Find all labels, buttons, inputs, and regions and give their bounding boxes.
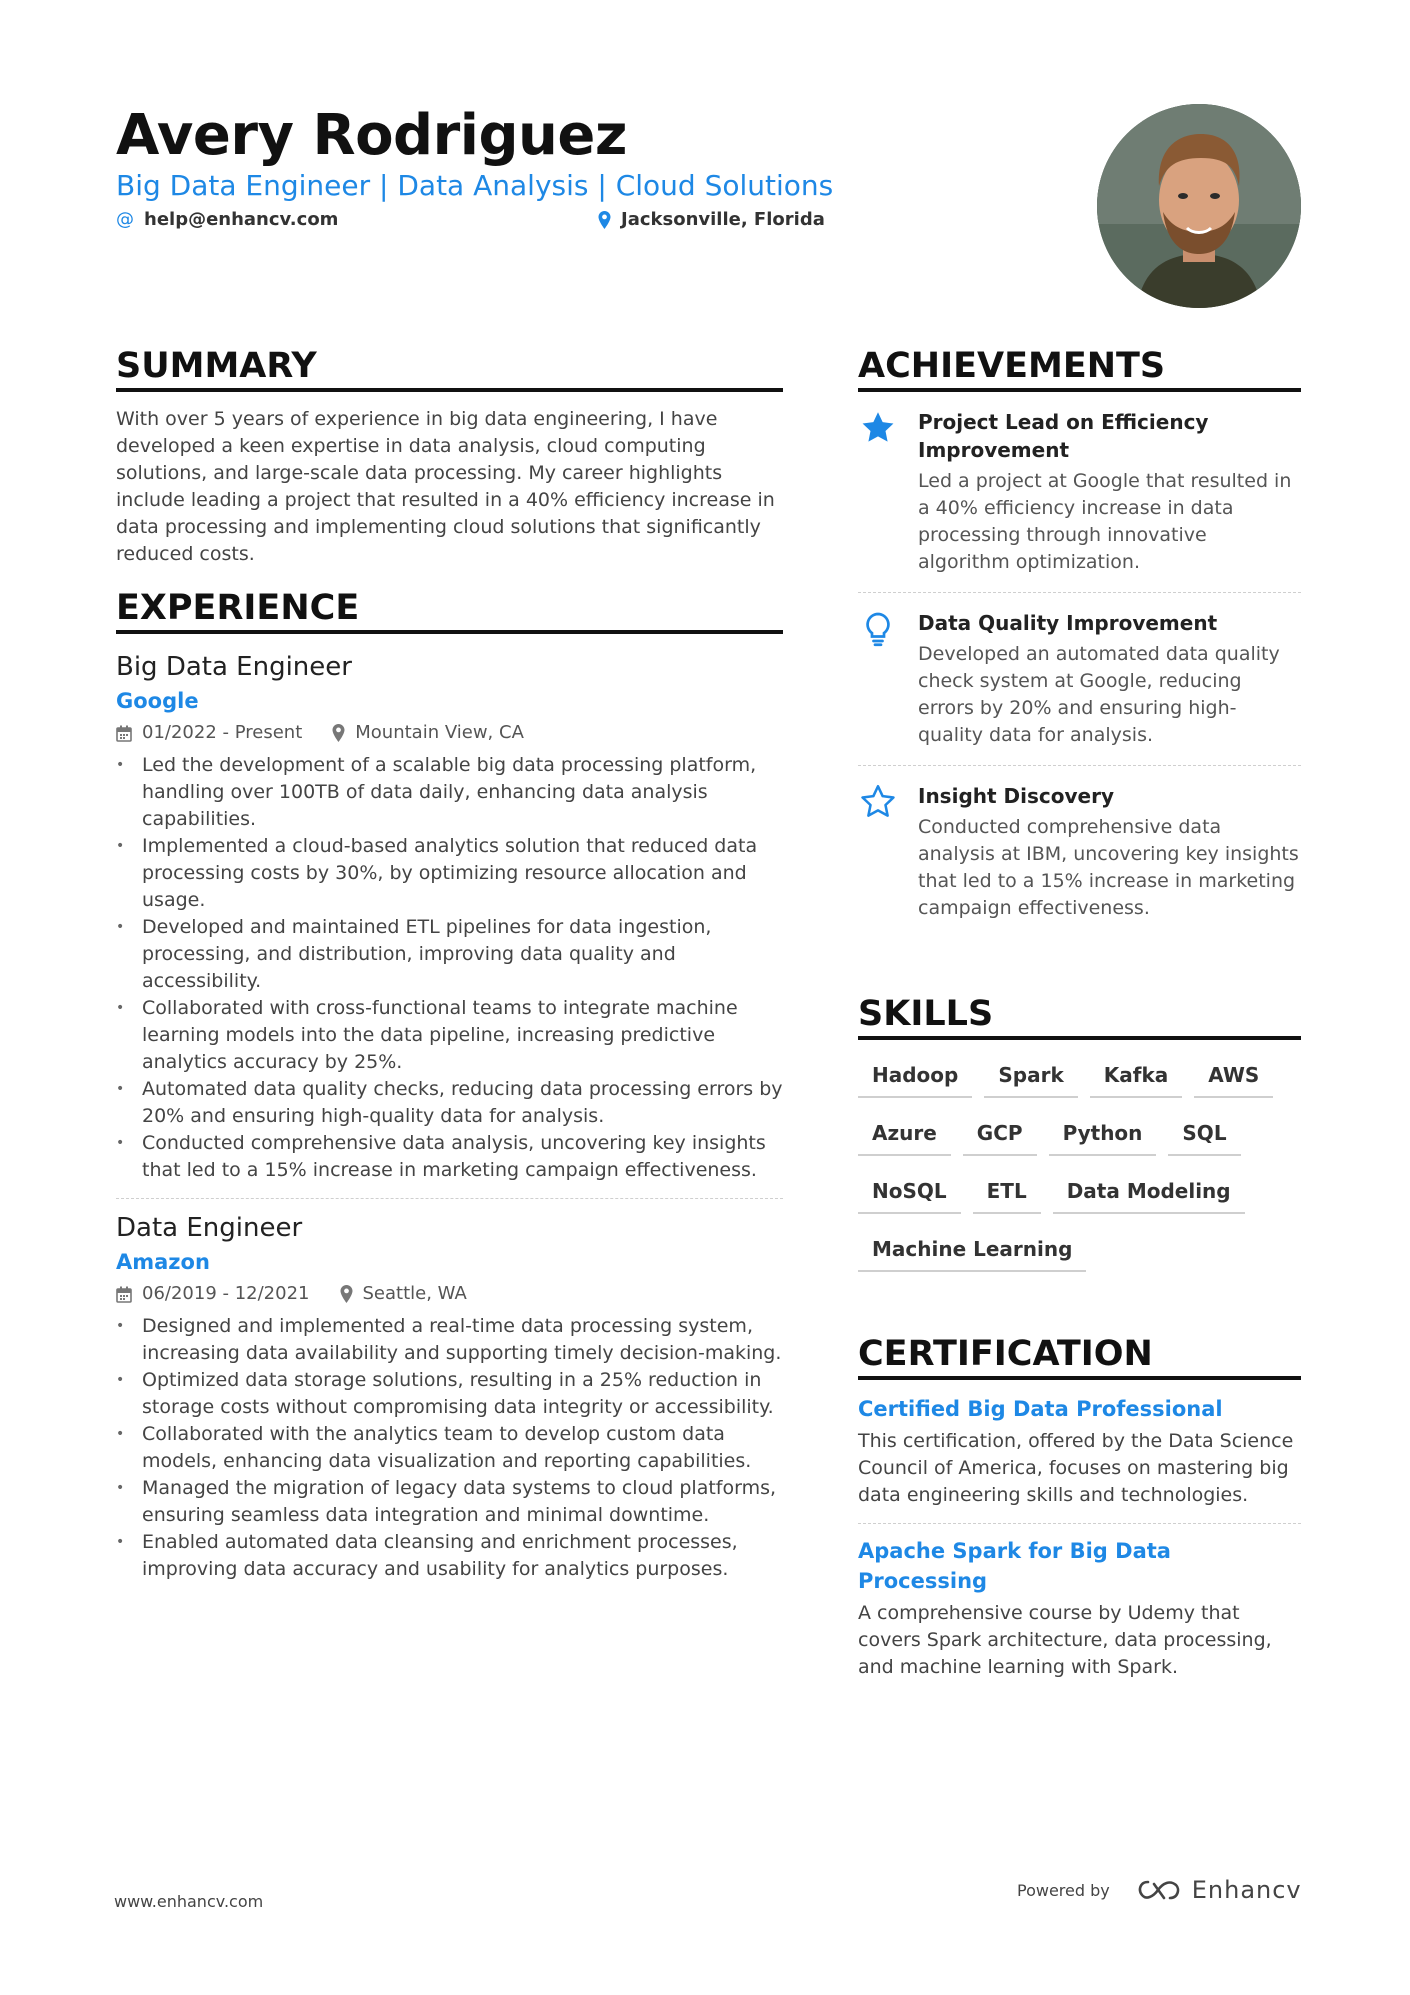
divider [858,1523,1301,1524]
achievement-item [858,408,1301,576]
achievement-title: Data Quality Improvement [918,611,1218,635]
divider [858,592,1301,593]
brand-name: Enhancv [1191,1876,1302,1904]
calendar-icon [116,1286,132,1303]
job-dates: 01/2022 - Present [142,722,303,743]
achievements-section [858,346,1301,922]
certification-desc: A comprehensive course by Udemy that covers Spark architecture, data processing, and machine learning with Spark. [858,1602,1272,1678]
location-pin-icon [340,1285,353,1303]
achievement-title: Insight Discovery [918,784,1114,808]
job-company[interactable]: Google [116,689,199,713]
certification-title[interactable]: Certified Big Data Professional [858,1397,1223,1421]
summary-text: With over 5 years of experience in big data engineering, I have developed a keen expertise in data analysis, cloud computing solutions, and large-scale data processing. My career highlights include leading a project that resulted in a 40% efficiency increase in data processing and implementing cloud solutions that significantly reduced costs. [116,408,775,565]
job-bullets [116,1313,783,1583]
skill-tag: Azure [858,1112,951,1156]
skill-tag: Spark [984,1054,1077,1098]
skill-tag: Python [1049,1112,1157,1156]
job-entry [116,650,783,1184]
skill-tag: SQL [1168,1112,1240,1156]
summary-section [116,346,783,568]
certification-heading: CERTIFICATION [858,1334,1301,1380]
job-location: Seattle, WA [362,1283,467,1304]
job-bullet: • Managed the migration of legacy data systems to cloud platforms, ensuring seamless data integration and minimal downtime. [116,1475,783,1529]
job-bullet: • Collaborated with cross-functional teams to integrate machine learning models into the data pipeline, increasing predictive analytics accuracy by 25%. [116,995,783,1076]
location-text: Jacksonville, Florida [621,209,825,230]
enhancv-logo[interactable] [1136,1876,1302,1904]
skill-tag: Data Modeling [1053,1170,1245,1214]
skill-tag: Hadoop [858,1054,972,1098]
calendar-icon [116,725,132,742]
job-bullet: • Collaborated with the analytics team to develop custom data models, enhancing data visualization and reporting capabilities. [116,1421,783,1475]
achievement-desc: Developed an automated data quality check system at Google, reducing errors by 20% and ensuring high-quality data for analysis. [918,643,1280,746]
job-bullet: • Enabled automated data cleansing and enrichment processes, improving data accuracy and usability for analytics purposes. [116,1529,783,1583]
divider [858,765,1301,766]
job-meta [116,1281,783,1307]
certification-title[interactable]: Apache Spark for Big Data Processing [858,1539,1171,1593]
job-bullet: • Led the development of a scalable big data processing platform, handling over 100TB of data daily, enhancing data analysis capabilities. [116,752,783,833]
skill-tag: ETL [973,1170,1041,1214]
achievements-heading: ACHIEVEMENTS [858,346,1301,392]
enhancv-logo-icon [1136,1878,1182,1902]
skill-tag: AWS [1194,1054,1273,1098]
achievement-item [858,782,1301,922]
certification-desc: This certification, offered by the Data Science Council of America, focuses on mastering big data engineering skills and technologies. [858,1430,1294,1506]
skills-heading: SKILLS [858,994,1301,1040]
job-bullet: • Conducted comprehensive data analysis, uncovering key insights that led to a 15% increase in marketing campaign effectiveness. [116,1130,783,1184]
job-bullet: • Designed and implemented a real-time data processing system, increasing data availability and supporting timely decision-making. [116,1313,783,1367]
summary-heading: SUMMARY [116,346,783,392]
achievement-title: Project Lead on Efficiency Improvement [918,410,1209,462]
job-entry [116,1211,783,1583]
job-bullet: • Automated data quality checks, reducing data processing errors by 20% and ensuring high-quality data for analysis. [116,1076,783,1130]
email-text: help@enhancv.com [144,209,339,230]
star-filled-icon [860,410,896,446]
job-meta [116,720,783,746]
job-bullet: • Optimized data storage solutions, resulting in a 25% reduction in storage costs without compromising data integrity or accessibility. [116,1367,783,1421]
footer-website[interactable]: www.enhancv.com [114,1892,264,1911]
profile-photo [1097,104,1301,308]
skills-section [858,994,1301,1286]
candidate-subtitle: Big Data Engineer | Data Analysis | Cloud Solutions [116,169,834,202]
skill-tag: Machine Learning [858,1228,1086,1272]
skill-tag: Kafka [1090,1054,1183,1098]
certification-item [858,1536,1301,1681]
job-bullet: • Developed and maintained ETL pipelines for data ingestion, processing, and distribution, improving data quality and accessibility. [116,914,783,995]
candidate-name: Avery Rodriguez [116,103,627,168]
contact-email[interactable] [116,208,338,232]
footer-branding [1017,1876,1302,1904]
job-bullet: • Implemented a cloud-based analytics solution that reduced data processing costs by 30%, by optimizing resource allocation and usage. [116,833,783,914]
certification-item [858,1394,1301,1509]
experience-section [116,588,783,1583]
skill-tag: GCP [963,1112,1037,1156]
divider [116,1198,783,1199]
job-role: Data Engineer [116,1213,303,1243]
skill-tag: NoSQL [858,1170,961,1214]
location-pin-icon [598,211,611,229]
job-location: Mountain View, CA [355,722,524,743]
skills-list [858,1054,1301,1286]
experience-heading: EXPERIENCE [116,588,783,634]
certification-section [858,1334,1301,1681]
job-role: Big Data Engineer [116,652,352,682]
contact-location [598,208,825,232]
powered-by-text: Powered by [1017,1880,1110,1900]
job-company[interactable]: Amazon [116,1250,210,1274]
job-bullets [116,752,783,1184]
location-pin-icon [332,724,345,742]
at-icon: @ [116,209,134,230]
job-dates: 06/2019 - 12/2021 [142,1283,310,1304]
lightbulb-icon [860,611,896,647]
star-outline-icon [860,784,896,820]
achievement-desc: Conducted comprehensive data analysis at IBM, uncovering key insights that led to a 15% increase in marketing campaign effectiveness. [918,816,1299,919]
achievement-desc: Led a project at Google that resulted in a 40% efficiency increase in data processing through innovative algorithm optimization. [918,470,1292,573]
achievement-item [858,609,1301,749]
